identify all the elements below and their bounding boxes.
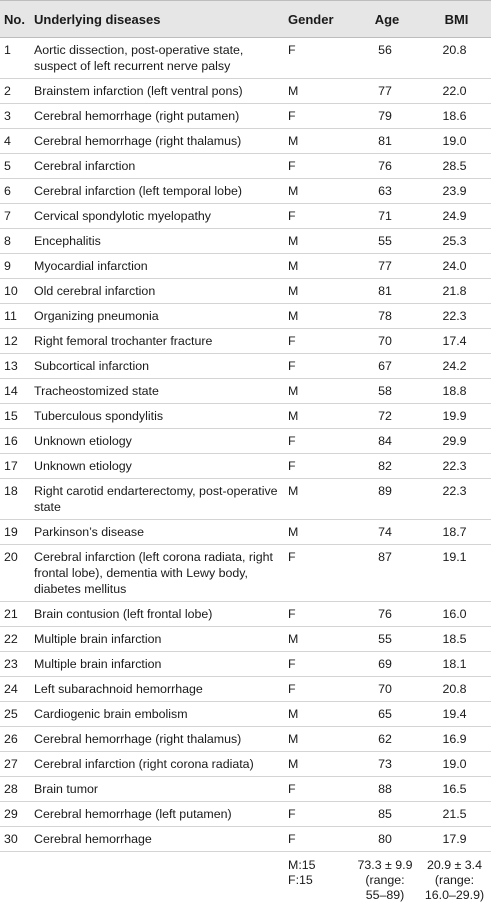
cell-no: 9 — [0, 254, 30, 279]
table-row — [0, 129, 491, 154]
cell-no: 25 — [0, 702, 30, 727]
cell-disease: Multiple brain infarction — [30, 652, 284, 677]
cell-disease: Cerebral infarction (left corona radiata, right frontal lobe), dementia with Lewy body, diabetes mellitus — [30, 545, 284, 602]
cell-no: 14 — [0, 379, 30, 404]
cell-age: 63 — [352, 179, 418, 204]
cell-no: 18 — [0, 479, 30, 520]
cell-no: 15 — [0, 404, 30, 429]
cell-gender: F — [284, 38, 352, 79]
summary-bmi-range-label: (range: — [422, 873, 487, 888]
cell-bmi: 18.6 — [418, 104, 491, 129]
cell-bmi: 18.8 — [418, 379, 491, 404]
cell-gender: F — [284, 429, 352, 454]
cell-gender: M — [284, 627, 352, 652]
cell-gender: M — [284, 304, 352, 329]
cell-gender: M — [284, 129, 352, 154]
cell-bmi: 24.0 — [418, 254, 491, 279]
cell-disease: Cervical spondylotic myelopathy — [30, 204, 284, 229]
table-row — [0, 727, 491, 752]
cell-bmi: 17.4 — [418, 329, 491, 354]
header-row — [0, 1, 491, 38]
cell-gender: M — [284, 379, 352, 404]
cell-disease: Cerebral hemorrhage (left putamen) — [30, 802, 284, 827]
cell-age: 85 — [352, 802, 418, 827]
cell-bmi: 18.5 — [418, 627, 491, 652]
cell-gender: M — [284, 229, 352, 254]
cell-bmi: 22.3 — [418, 479, 491, 520]
cell-bmi: 24.9 — [418, 204, 491, 229]
cell-age: 56 — [352, 38, 418, 79]
summary-bmi — [418, 852, 491, 907]
cell-age: 77 — [352, 79, 418, 104]
cell-bmi: 22.3 — [418, 304, 491, 329]
cell-age: 55 — [352, 627, 418, 652]
cell-no: 19 — [0, 520, 30, 545]
cell-disease: Brain tumor — [30, 777, 284, 802]
cell-bmi: 16.9 — [418, 727, 491, 752]
cell-no: 6 — [0, 179, 30, 204]
table-row — [0, 279, 491, 304]
table-row — [0, 204, 491, 229]
cell-age: 76 — [352, 602, 418, 627]
table-row — [0, 777, 491, 802]
table-row — [0, 752, 491, 777]
cell-gender: F — [284, 677, 352, 702]
cell-no: 10 — [0, 279, 30, 304]
cell-bmi: 25.3 — [418, 229, 491, 254]
table-row — [0, 429, 491, 454]
cell-age: 82 — [352, 454, 418, 479]
summary-gender — [284, 852, 352, 907]
summary-no — [0, 852, 30, 907]
cell-gender: F — [284, 827, 352, 852]
table-row — [0, 354, 491, 379]
cell-gender: M — [284, 702, 352, 727]
cell-gender: F — [284, 545, 352, 602]
cell-age: 70 — [352, 677, 418, 702]
cell-age: 87 — [352, 545, 418, 602]
summary-gender-female: F:15 — [288, 873, 348, 888]
cell-bmi: 19.0 — [418, 129, 491, 154]
cell-age: 88 — [352, 777, 418, 802]
cell-disease: Tracheostomized state — [30, 379, 284, 404]
table-row — [0, 827, 491, 852]
cell-disease: Aortic dissection, post-operative state, suspect of left recurrent nerve palsy — [30, 38, 284, 79]
table-row — [0, 104, 491, 129]
cell-gender: M — [284, 727, 352, 752]
cell-gender: M — [284, 254, 352, 279]
cell-age: 81 — [352, 129, 418, 154]
table-row — [0, 229, 491, 254]
summary-bmi-range: 16.0–29.9) — [422, 888, 487, 903]
table-body — [0, 38, 491, 907]
cell-gender: M — [284, 479, 352, 520]
cell-age: 55 — [352, 229, 418, 254]
cell-no: 23 — [0, 652, 30, 677]
summary-bmi-mean: 20.9 ± 3.4 — [422, 858, 487, 873]
cell-disease: Cerebral infarction (left temporal lobe) — [30, 179, 284, 204]
cell-age: 72 — [352, 404, 418, 429]
cell-age: 58 — [352, 379, 418, 404]
cell-disease: Brain contusion (left frontal lobe) — [30, 602, 284, 627]
cell-age: 69 — [352, 652, 418, 677]
cell-disease: Unknown etiology — [30, 454, 284, 479]
cell-disease: Cerebral infarction — [30, 154, 284, 179]
cell-no: 12 — [0, 329, 30, 354]
cell-disease: Cerebral infarction (right corona radiata) — [30, 752, 284, 777]
cell-age: 76 — [352, 154, 418, 179]
table-row — [0, 404, 491, 429]
cell-age: 65 — [352, 702, 418, 727]
table-row — [0, 802, 491, 827]
table-row — [0, 179, 491, 204]
cell-disease: Cerebral hemorrhage (right thalamus) — [30, 129, 284, 154]
cell-disease: Cerebral hemorrhage (right putamen) — [30, 104, 284, 129]
table-row — [0, 702, 491, 727]
cell-age: 62 — [352, 727, 418, 752]
cell-bmi: 20.8 — [418, 677, 491, 702]
cell-gender: F — [284, 354, 352, 379]
cell-bmi: 23.9 — [418, 179, 491, 204]
table-row — [0, 652, 491, 677]
cell-disease: Multiple brain infarction — [30, 627, 284, 652]
cell-gender: F — [284, 329, 352, 354]
cell-no: 22 — [0, 627, 30, 652]
cell-gender: F — [284, 204, 352, 229]
summary-age — [352, 852, 418, 907]
cell-gender: M — [284, 79, 352, 104]
cell-age: 74 — [352, 520, 418, 545]
cell-bmi: 20.8 — [418, 38, 491, 79]
cell-bmi: 28.5 — [418, 154, 491, 179]
cell-bmi: 19.1 — [418, 545, 491, 602]
summary-age-mean: 73.3 ± 9.9 — [356, 858, 414, 873]
cell-disease: Cardiogenic brain embolism — [30, 702, 284, 727]
table-row — [0, 154, 491, 179]
cell-bmi: 16.0 — [418, 602, 491, 627]
cell-gender: F — [284, 454, 352, 479]
cell-bmi: 19.0 — [418, 752, 491, 777]
cell-no: 7 — [0, 204, 30, 229]
cell-gender: M — [284, 404, 352, 429]
cell-no: 2 — [0, 79, 30, 104]
header-age: Age — [352, 1, 418, 38]
table-row — [0, 79, 491, 104]
cell-bmi: 22.3 — [418, 454, 491, 479]
cell-bmi: 21.8 — [418, 279, 491, 304]
table-row — [0, 677, 491, 702]
summary-disease — [30, 852, 284, 907]
cell-age: 70 — [352, 329, 418, 354]
cell-gender: F — [284, 802, 352, 827]
cell-age: 71 — [352, 204, 418, 229]
cell-bmi: 19.4 — [418, 702, 491, 727]
cell-age: 79 — [352, 104, 418, 129]
header-no: No. — [0, 1, 30, 38]
cell-no: 5 — [0, 154, 30, 179]
cell-no: 16 — [0, 429, 30, 454]
summary-age-range-label: (range: — [356, 873, 414, 888]
table-row — [0, 379, 491, 404]
cell-disease: Subcortical infarction — [30, 354, 284, 379]
cell-no: 1 — [0, 38, 30, 79]
cell-no: 13 — [0, 354, 30, 379]
cell-disease: Organizing pneumonia — [30, 304, 284, 329]
cell-gender: F — [284, 104, 352, 129]
summary-age-range: 55–89) — [356, 888, 414, 903]
cell-disease: Myocardial infarction — [30, 254, 284, 279]
cell-gender: M — [284, 279, 352, 304]
cell-disease: Right carotid endarterectomy, post-operative state — [30, 479, 284, 520]
table-row — [0, 329, 491, 354]
cell-no: 4 — [0, 129, 30, 154]
header-disease: Underlying diseases — [30, 1, 284, 38]
cell-disease: Left subarachnoid hemorrhage — [30, 677, 284, 702]
cell-bmi: 24.2 — [418, 354, 491, 379]
cell-gender: F — [284, 602, 352, 627]
cell-no: 29 — [0, 802, 30, 827]
cell-age: 81 — [352, 279, 418, 304]
table-row — [0, 254, 491, 279]
cell-disease: Cerebral hemorrhage — [30, 827, 284, 852]
cell-bmi: 22.0 — [418, 79, 491, 104]
cell-gender: F — [284, 154, 352, 179]
cell-disease: Tuberculous spondylitis — [30, 404, 284, 429]
cell-no: 17 — [0, 454, 30, 479]
table-row — [0, 304, 491, 329]
header-gender: Gender — [284, 1, 352, 38]
cell-disease: Old cerebral infarction — [30, 279, 284, 304]
cell-bmi: 17.9 — [418, 827, 491, 852]
cell-age: 73 — [352, 752, 418, 777]
cell-gender: F — [284, 777, 352, 802]
cell-disease: Cerebral hemorrhage (right thalamus) — [30, 727, 284, 752]
table-row — [0, 545, 491, 602]
cell-no: 20 — [0, 545, 30, 602]
cell-disease: Encephalitis — [30, 229, 284, 254]
cell-no: 24 — [0, 677, 30, 702]
table-row — [0, 479, 491, 520]
summary-gender-male: M:15 — [288, 858, 348, 873]
table-row — [0, 454, 491, 479]
cell-no: 3 — [0, 104, 30, 129]
cell-bmi: 16.5 — [418, 777, 491, 802]
cell-gender: M — [284, 752, 352, 777]
cell-disease: Right femoral trochanter fracture — [30, 329, 284, 354]
cell-disease: Brainstem infarction (left ventral pons) — [30, 79, 284, 104]
summary-row — [0, 852, 491, 907]
cell-bmi: 19.9 — [418, 404, 491, 429]
cell-no: 27 — [0, 752, 30, 777]
cell-age: 67 — [352, 354, 418, 379]
cell-bmi: 21.5 — [418, 802, 491, 827]
cell-no: 21 — [0, 602, 30, 627]
cell-age: 80 — [352, 827, 418, 852]
cell-no: 26 — [0, 727, 30, 752]
table-row — [0, 520, 491, 545]
cell-disease: Unknown etiology — [30, 429, 284, 454]
cell-no: 30 — [0, 827, 30, 852]
cell-age: 77 — [352, 254, 418, 279]
cell-bmi: 18.7 — [418, 520, 491, 545]
header-bmi: BMI — [418, 1, 491, 38]
cell-age: 89 — [352, 479, 418, 520]
table-row — [0, 38, 491, 79]
cell-gender: M — [284, 179, 352, 204]
cell-age: 84 — [352, 429, 418, 454]
cell-bmi: 18.1 — [418, 652, 491, 677]
cell-bmi: 29.9 — [418, 429, 491, 454]
cell-no: 11 — [0, 304, 30, 329]
cell-gender: F — [284, 652, 352, 677]
cell-no: 28 — [0, 777, 30, 802]
cell-no: 8 — [0, 229, 30, 254]
table-row — [0, 602, 491, 627]
cell-age: 78 — [352, 304, 418, 329]
table-row — [0, 627, 491, 652]
cell-disease: Parkinson’s disease — [30, 520, 284, 545]
cell-gender: M — [284, 520, 352, 545]
